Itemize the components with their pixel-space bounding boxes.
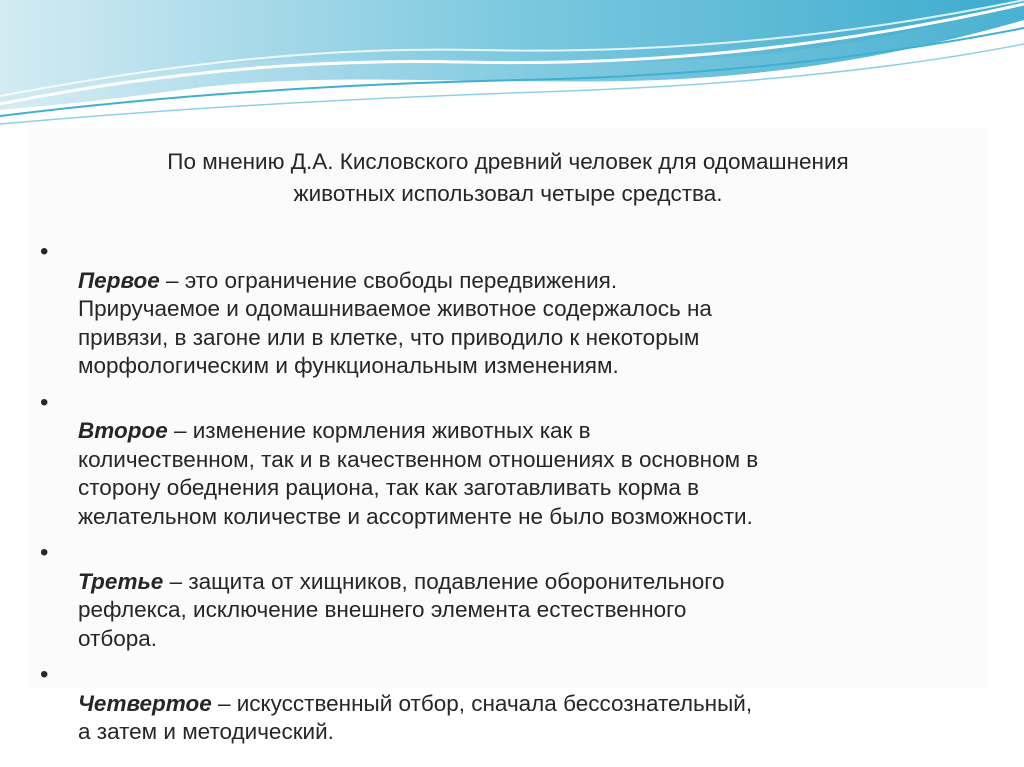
wave-decoration	[0, 0, 1024, 140]
bullet-term: Первое	[78, 267, 160, 293]
bullet-icon: •	[40, 539, 49, 566]
text-panel	[28, 128, 988, 744]
list-item	[38, 661, 978, 747]
bullet-text: – изменение кормления животных как в количественном, так и в качественном отношениях в основном в сторону обеднения рациона, так как заготавливать корма в желательном количестве и ассортименте не было возможности.	[78, 418, 759, 529]
intro-paragraph: По мнению Д.А. Кисловского древний человек для одомашнения животных использовал четыре средства.	[167, 149, 849, 206]
bullet-list	[38, 238, 978, 755]
bullet-text: – искусственный отбор, сначала бессознательный, а затем и методический.	[78, 690, 753, 744]
bullet-text: – защита от хищников, подавление оборонительного рефлекса, исключение внешнего элемента естественного отбора.	[78, 568, 725, 651]
list-item	[38, 539, 978, 653]
bullet-term: Третье	[78, 568, 164, 594]
list-item	[38, 389, 978, 532]
bullet-term: Второе	[78, 418, 168, 443]
bullet-icon: •	[40, 661, 49, 688]
list-item	[38, 238, 978, 381]
bullet-icon: •	[40, 388, 49, 416]
bullet-term: Четвертое	[78, 690, 212, 716]
bullet-icon: •	[40, 238, 49, 265]
bullet-text: – это ограничение свободы передвижения. Приручаемое и одомашниваемое животное содержалось на привязи, в загоне или в клетке, что приводило к некоторым морфологическим и функциональным изменениям.	[78, 267, 712, 378]
